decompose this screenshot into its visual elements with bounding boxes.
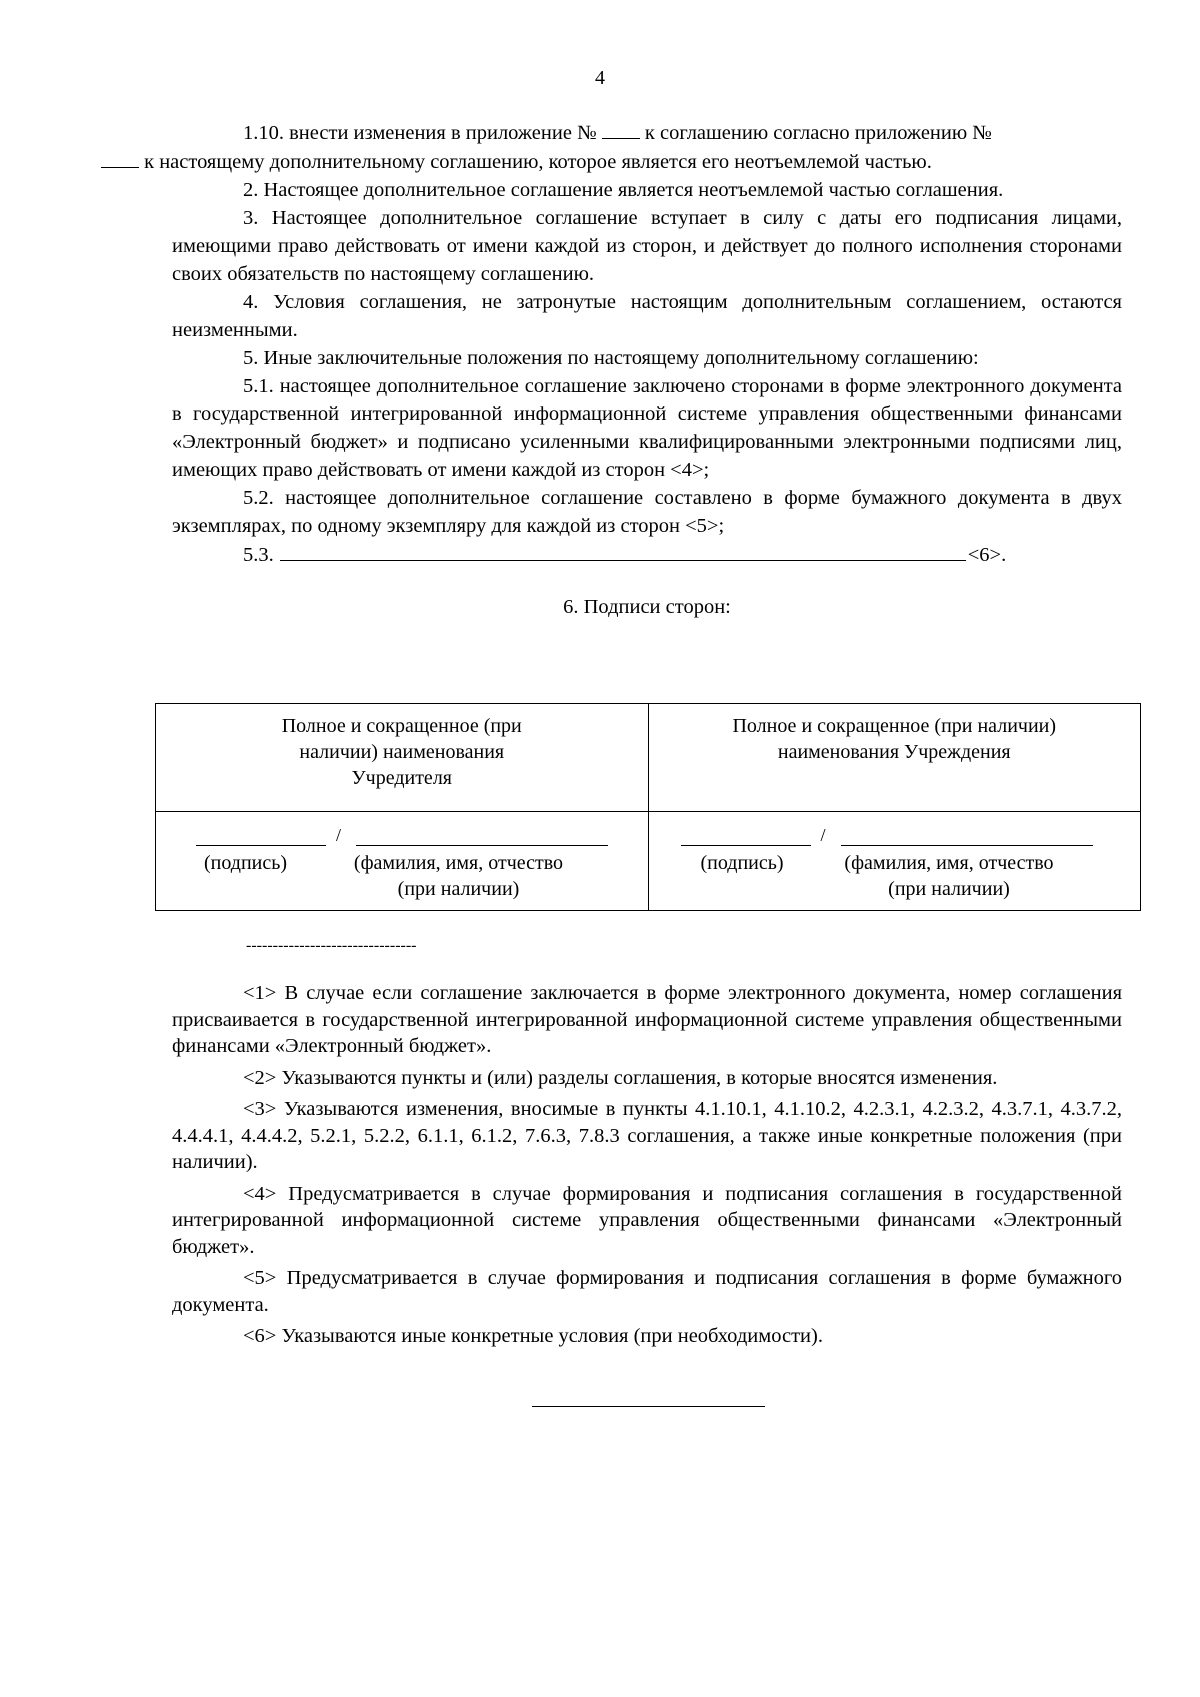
signature-caption: (подпись) <box>204 852 288 874</box>
paragraph-5-1: 5.1. настоящее дополнительное соглашение заключено сторонами в форме электронного документа в государственной интегрированной информационной системе управления общественными финансами «Электронный бюджет» и подписано усиленными квалифицированными электронными подписями лиц, имеющих право действовать от имени каждой из сторон <4>; <box>172 375 1122 481</box>
footnote-1: <1> В случае если соглашение заключается в форме электронного документа, номер соглашения присваивается в государственной интегрированной информационной системе управления общественными финансами «Электронный бюджет». <box>172 982 1122 1057</box>
document-body <box>144 118 1122 621</box>
institution-name-cell: Полное и сокращенное (при наличии) наименования Учреждения <box>648 704 1141 812</box>
footnote-3: <3> Указываются изменения, вносимые в пункты 4.1.10.1, 4.1.10.2, 4.2.3.1, 4.2.3.2, 4.3.7.1, 4.3.7.2, 4.4.4.1, 4.4.4.2, 5.2.1, 5.2.2, 6.1.1, 6.1.2, 7.6.3, 7.8.3 соглашения, а также иные конкретные положения (при наличии). <box>172 1098 1122 1173</box>
paragraph-3: 3. Настоящее дополнительное соглашение вступает в силу с даты его подписания лицами, имеющими право действовать от имени каждой из сторон, и действует до полного исполнения сторонами своих обязательств по настоящему соглашению. <box>172 207 1122 285</box>
end-of-document-line <box>532 1406 765 1407</box>
page-number: 4 <box>595 67 605 89</box>
signature-line <box>681 845 811 846</box>
paragraph-5-2: 5.2. настоящее дополнительное соглашение составлено в форме бумажного документа в двух экземплярах, по одному экземпляру для каждой из сторон <5>; <box>172 487 1122 537</box>
institution-signature-cell: / (подпись) (фамилия, имя, отчество (при наличии) <box>648 812 1141 911</box>
paragraph-5-3: 5.3. <6>. <box>172 540 1122 569</box>
name-line <box>356 845 608 846</box>
footnote-separator: -------------------------------- <box>246 937 417 954</box>
footnotes <box>172 980 1122 1350</box>
footnote-6: <6> Указываются иные конкретные условия (при необходимости). <box>243 1325 823 1347</box>
signatures-table <box>155 703 1141 911</box>
paragraph-4: 4. Условия соглашения, не затронутые настоящим дополнительным соглашением, остаются неизменными. <box>172 291 1122 341</box>
fio-caption: (фамилия, имя, отчество (при наличии) <box>353 852 564 900</box>
blank-field <box>101 147 139 168</box>
footnote-5: <5> Предусматривается в случае формирования и подписания соглашения в форме бумажного документа. <box>172 1267 1122 1316</box>
founder-signature-cell: / (подпись) (фамилия, имя, отчество (при наличии) <box>156 812 649 911</box>
fio-caption: (фамилия, имя, отчество (при наличии) <box>844 852 1054 900</box>
name-line <box>841 845 1093 846</box>
signature-line <box>196 845 326 846</box>
footnote-4: <4> Предусматривается в случае формирования и подписания соглашения в государственной интегрированной информационной системе управления общественными финансами «Электронный бюджет». <box>172 1182 1122 1258</box>
founder-name-cell: Полное и сокращенное (при наличии) наименования Учредителя <box>156 704 649 812</box>
blank-field <box>280 540 966 561</box>
paragraph-2: 2. Настоящее дополнительное соглашение является неотъемлемой частью соглашения. <box>243 179 1004 201</box>
signature-caption: (подпись) <box>700 852 784 874</box>
paragraph-1-10: 1.10. внести изменения в приложение № к соглашению согласно приложению № к настоящему дополнительному соглашению, которое является его неотъемлемой частью. <box>172 118 1122 176</box>
paragraph-5: 5. Иные заключительные положения по настоящему дополнительному соглашению: <box>243 347 979 369</box>
blank-field <box>602 118 640 139</box>
footnote-2: <2> Указываются пункты и (или) разделы соглашения, в которые вносятся изменения. <box>243 1066 998 1089</box>
signatures-title: 6. Подписи сторон: <box>563 596 731 618</box>
